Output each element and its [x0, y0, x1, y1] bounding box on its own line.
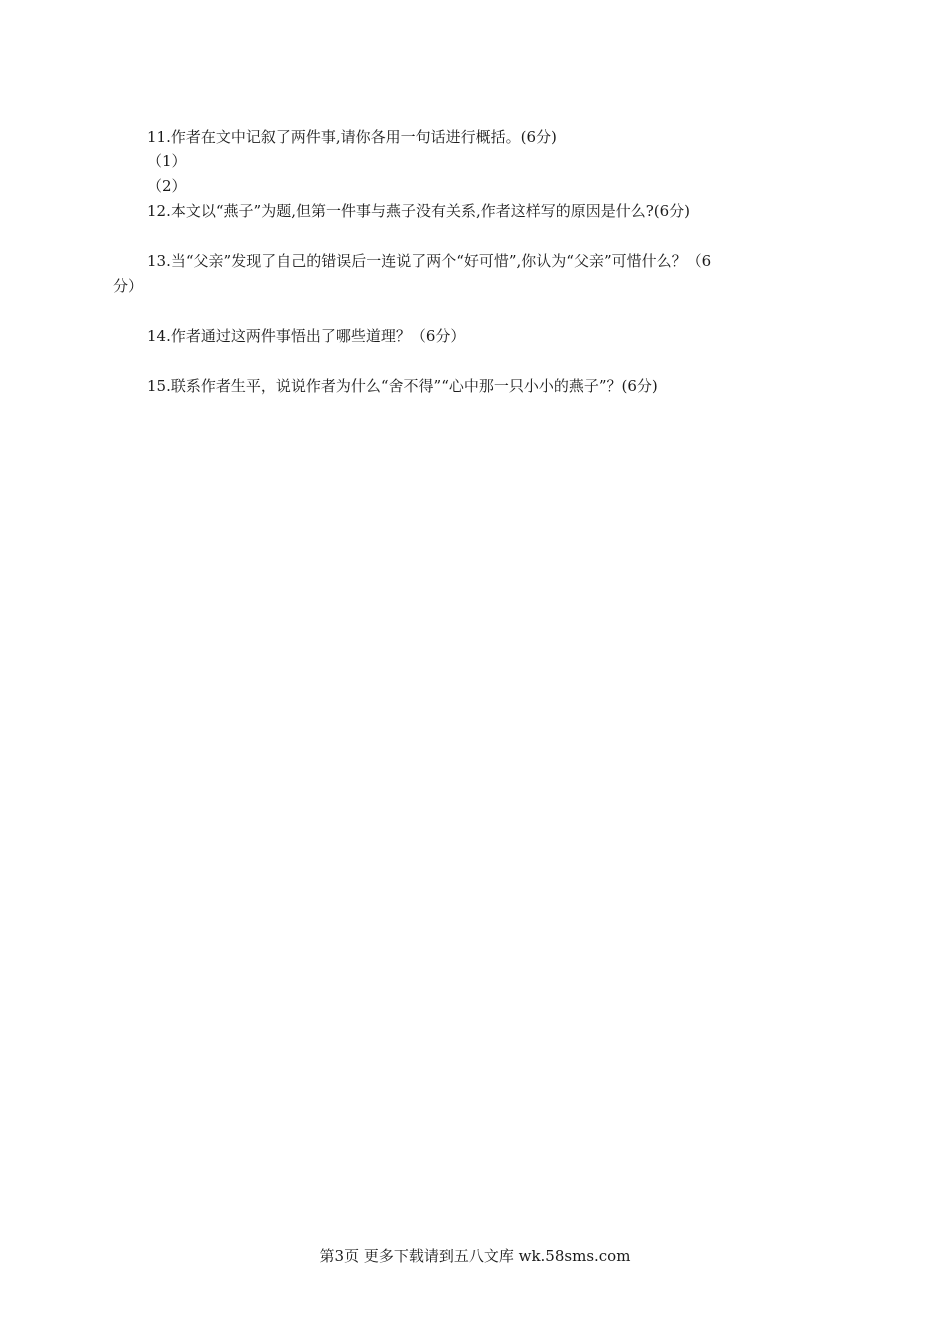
question-15: 15.联系作者生平，说说作者为什么“舍不得”“心中那一只小小的燕子”？(6分) — [147, 377, 658, 395]
question-11-answer-2: （2） — [147, 177, 187, 195]
question-11: 11.作者在文中记叙了两件事,请你各用一句话进行概括。(6分) — [147, 128, 557, 146]
question-12: 12.本文以“燕子”为题,但第一件事与燕子没有关系,作者这样写的原因是什么?(6分) — [147, 202, 691, 220]
question-13-line-2: 分） — [113, 277, 144, 295]
question-13-line-1: 13.当“父亲”发现了自己的错误后一连说了两个“好可惜”,你认为“父亲”可惜什么？（6 — [147, 252, 712, 270]
question-11-answer-1: （1） — [147, 152, 187, 170]
page-footer: 第3页 更多下载请到五八文库 wk.58sms.com — [319, 1247, 631, 1265]
question-14: 14.作者通过这两件事悟出了哪些道理？（6分） — [147, 327, 466, 345]
